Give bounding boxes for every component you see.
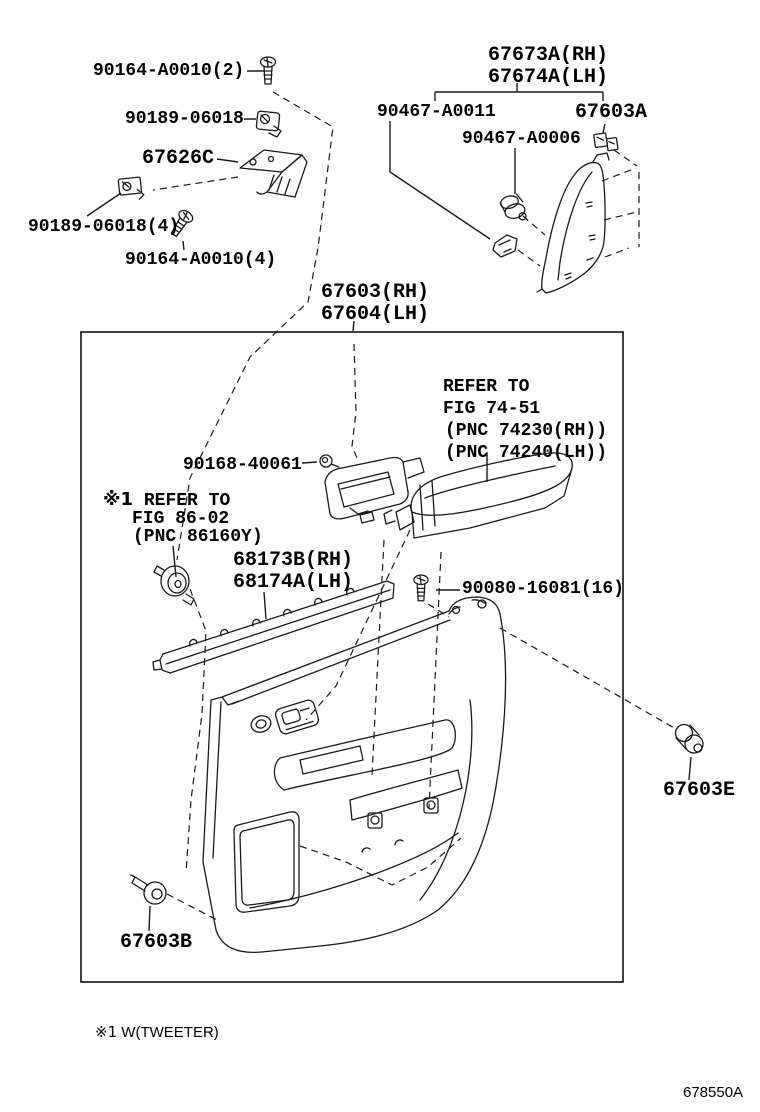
refer-note-armrest-line1: REFER TO xyxy=(443,377,530,397)
part-label-90189-06018-4: 90189-06018(4) xyxy=(28,217,180,237)
part-label-68174a-lh: 68174A(LH) xyxy=(233,571,354,594)
part-label-67604-lh: 67604(LH) xyxy=(321,303,430,326)
part-label-67626c: 67626C xyxy=(142,147,215,170)
tweeter-speaker-icon xyxy=(154,566,194,605)
armrest-drawing xyxy=(384,453,572,538)
part-label-90168-40061: 90168-40061 xyxy=(183,455,302,475)
bracket-icon-67626c xyxy=(240,150,307,197)
part-label-90467-a0006: 90467-A0006 xyxy=(462,129,581,149)
footnote-tweeter: ※1 W(TWEETER) xyxy=(95,1023,219,1041)
part-label-90164-a0010-2: 90164-A0010(2) xyxy=(93,61,245,81)
part-label-67603-rh: 67603(RH) xyxy=(321,281,430,304)
part-label-67603b: 67603B xyxy=(120,931,193,954)
refer-note-tweeter-line2: FIG 86-02 xyxy=(132,509,230,529)
part-label-67603a: 67603A xyxy=(575,101,648,124)
grommet-icon-67603e xyxy=(676,725,704,754)
part-label-67673a-rh: 67673A(RH) xyxy=(488,44,609,67)
reference-mark: ※1 xyxy=(95,1023,118,1041)
switch-bezel-drawing xyxy=(325,458,424,524)
garnish-strip-drawing xyxy=(153,581,394,673)
reference-mark: ※1 xyxy=(103,489,134,510)
part-label-68173b-rh: 68173B(RH) xyxy=(233,549,354,572)
refer-note-tweeter-line1: ※1 REFER TO xyxy=(103,489,231,511)
nut-clip-icon-90189 xyxy=(256,111,281,137)
screw-icon-90080 xyxy=(414,575,428,601)
refer-note-armrest-line2: FIG 74-51 xyxy=(443,399,541,419)
figure-code: 678550A xyxy=(683,1084,744,1101)
clip-icon-67603a xyxy=(594,132,618,153)
refer-note-armrest-line4: (PNC 74240(LH)) xyxy=(445,443,608,463)
part-label-67603e: 67603E xyxy=(663,779,736,802)
part-label-90467-a0011: 90467-A0011 xyxy=(377,102,496,122)
door-trim-panel-drawing xyxy=(203,597,506,952)
clip-icon-90467-a0006 xyxy=(499,193,527,224)
part-label-67674a-lh: 67674A(LH) xyxy=(488,66,609,89)
clip-icon-90467-a0011 xyxy=(493,235,517,257)
dashed-projection-lines xyxy=(153,92,676,921)
corner-trim-drawing-67673a xyxy=(537,153,609,293)
part-label-90080-16081: 90080-16081(16) xyxy=(462,579,625,599)
refer-note-armrest-line3: (PNC 74230(RH)) xyxy=(445,421,608,441)
clip-icon-90189-4 xyxy=(118,177,144,201)
part-label-90164-a0010-4: 90164-A0010(4) xyxy=(125,250,277,270)
part-label-90189-06018: 90189-06018 xyxy=(125,109,244,129)
grommet-icon-67603b xyxy=(131,875,166,904)
clip-icon-90168 xyxy=(320,455,339,467)
refer-note-tweeter-line3: (PNC 86160Y) xyxy=(133,527,263,547)
